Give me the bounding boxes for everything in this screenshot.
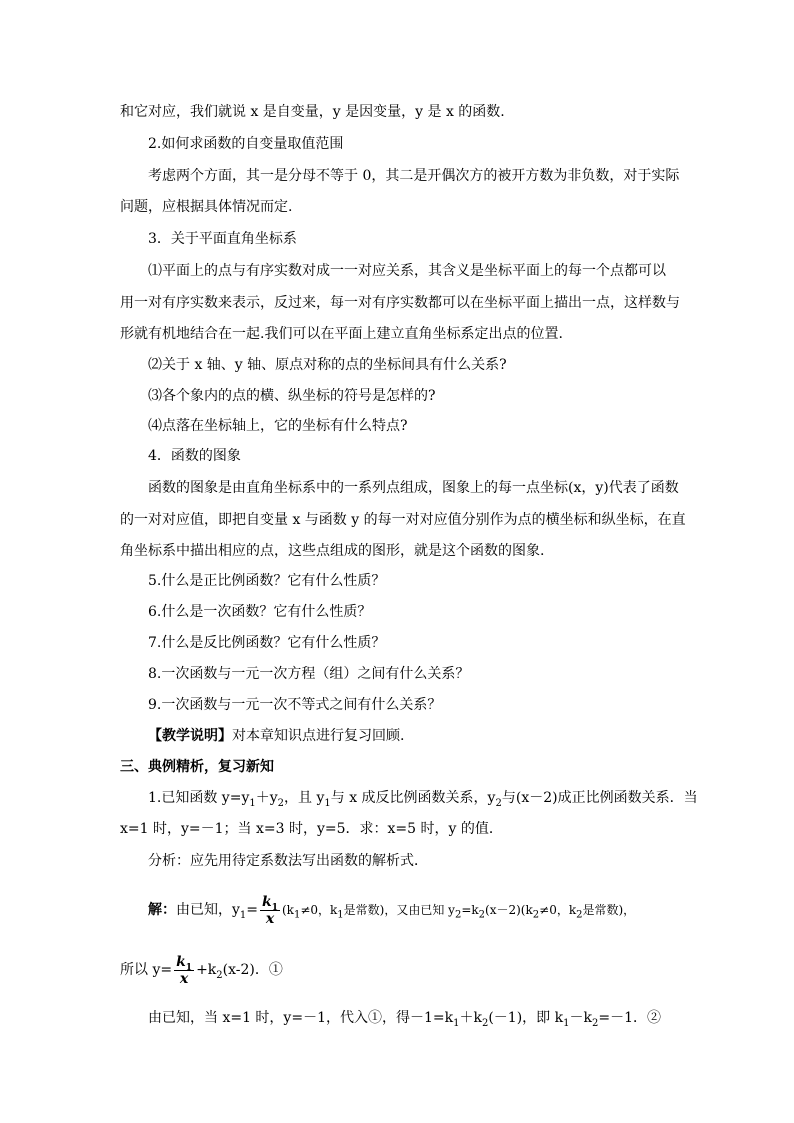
text-line: ⑶各个象内的点的横、纵坐标的符号是怎样的? — [148, 388, 436, 404]
text-run: －k — [569, 1010, 592, 1026]
subscript: 2 — [481, 1017, 489, 1029]
fraction-k1-over-x — [260, 894, 280, 927]
solution-label: 解： — [148, 902, 176, 918]
text-line: ⑴平面上的点与有序实数对成一一对应关系，其含义是坐标平面上的每一个点都可以 — [148, 263, 666, 279]
text-run: 由已知，y — [176, 902, 240, 918]
subscript: 1 — [185, 962, 193, 973]
subscript: 1 — [293, 909, 301, 921]
text-line: ⑵关于 x 轴、y 轴、原点对称的点的坐标间具有什么关系? — [148, 357, 507, 373]
text-run: 是常数)，又由已知 y — [343, 903, 455, 917]
text-line: 2.如何求函数的自变量取值范围 — [148, 136, 344, 152]
fraction-k1-over-x — [174, 954, 194, 987]
subscript: 2 — [532, 909, 540, 921]
question-line: 7.什么是反比例函数？它有什么性质？ — [148, 635, 386, 651]
text-run: 所以 y= — [120, 962, 173, 978]
text-run: (－1)，即 k — [488, 1010, 564, 1026]
text-line: 的一对对应值，即把自变量 x 与函数 y 的每一对对应值分别作为点的横坐标和纵坐标，在直 — [120, 512, 686, 528]
section-heading: 4．函数的图象 — [148, 448, 241, 464]
text-run: =k — [461, 903, 479, 917]
text-line: 考虑两个方面，其一是分母不等于 0，其二是开偶次方的被开方数为非负数，对于实际 — [148, 168, 680, 184]
subscript: 1 — [337, 909, 344, 921]
text-line: 和它对应，我们就说 x 是自变量，y 是因变量，y 是 x 的函数. — [120, 104, 505, 120]
subscript: 2 — [454, 909, 462, 921]
analysis-line: 分析：应先用待定系数法写出函数的解析式． — [148, 853, 428, 869]
text-line: 形就有机地结合在一起.我们可以在平面上建立直角坐标系定出点的位置. — [120, 326, 563, 342]
teaching-note-label: 【教学说明】 — [148, 728, 232, 744]
text-run: ，且 y — [284, 790, 325, 806]
text-run: ≠0，k — [300, 903, 338, 917]
text-run: 与 x 成反比例函数关系，y — [330, 790, 496, 806]
text-run: 与(x－2)成正比例函数关系．当 — [501, 790, 698, 806]
text-run: 1.已知函数 y=y — [148, 790, 250, 806]
text-line: 问题，应根据具体情况而定. — [120, 199, 293, 215]
example-line: x=1 时，y=－1；当 x=3 时，y=5．求：x=5 时，y 的值． — [120, 821, 503, 837]
subscript: 2 — [591, 1017, 599, 1029]
fraction-denominator: x — [179, 970, 189, 987]
subscript: 2 — [216, 969, 223, 981]
fraction-numerator: k — [262, 893, 272, 910]
text-run: 由已知，当 x=1 时，y=－1，代入①，得－1=k — [148, 1010, 454, 1026]
question-line: 8.一次函数与一元一次方程（组）之间有什么关系？ — [148, 666, 470, 682]
fraction-numerator: k — [176, 953, 186, 970]
text-run: 是常数)， — [582, 903, 636, 917]
teaching-note-text: 对本章知识点进行复习回顾. — [232, 728, 405, 744]
subscript: 2 — [478, 909, 486, 921]
subscript: 1 — [563, 1017, 570, 1029]
section-heading: 3．关于平面直角坐标系 — [148, 231, 297, 247]
text-line: 用一对有序实数来表示，反过来，每一对有序实数都可以在坐标平面上描出一点，这样数与 — [120, 295, 680, 311]
subscript: 2 — [495, 797, 502, 809]
text-run: ≠0，k — [539, 903, 577, 917]
text-line: 角坐标系中描出相应的点，这些点组成的图形，就是这个函数的图象. — [120, 543, 545, 559]
solution-line — [148, 890, 635, 930]
section-title: 三、典例精析，复习新知 — [120, 759, 274, 775]
subscript: 2 — [277, 797, 285, 809]
text-line: ⑷点落在坐标轴上，它的坐标有什么特点? — [148, 418, 408, 434]
question-line: 5.什么是正比例函数？它有什么性质？ — [148, 573, 386, 589]
text-run: (x-2)．① — [222, 962, 283, 978]
text-run: =－1．② — [598, 1010, 661, 1026]
text-run: ＋y — [255, 790, 278, 806]
text-run: (k — [282, 903, 294, 917]
text-run: +k — [196, 962, 217, 978]
subscript: 1 — [271, 902, 278, 913]
fraction-denominator: x — [265, 910, 275, 927]
question-line: 9.一次函数与一元一次不等式之间有什么关系？ — [148, 697, 442, 713]
solution-line — [148, 1008, 661, 1028]
subscript: 1 — [324, 797, 331, 809]
subscript: 1 — [249, 797, 256, 809]
question-line: 6.什么是一次函数？它有什么性质？ — [148, 604, 372, 620]
text-run: (x－2)(k — [485, 903, 533, 917]
text-run: ＋k — [459, 1010, 482, 1026]
text-line: 函数的图象是由直角坐标系中的一系列点组成，图象上的每一点坐标(x，y)代表了函数 — [148, 480, 679, 496]
subscript: 1 — [239, 909, 247, 921]
subscript: 1 — [453, 1017, 460, 1029]
text-run: = — [246, 902, 259, 918]
solution-line — [120, 950, 283, 990]
subscript: 2 — [576, 909, 583, 921]
example-line — [148, 788, 698, 808]
teaching-note — [148, 726, 404, 746]
